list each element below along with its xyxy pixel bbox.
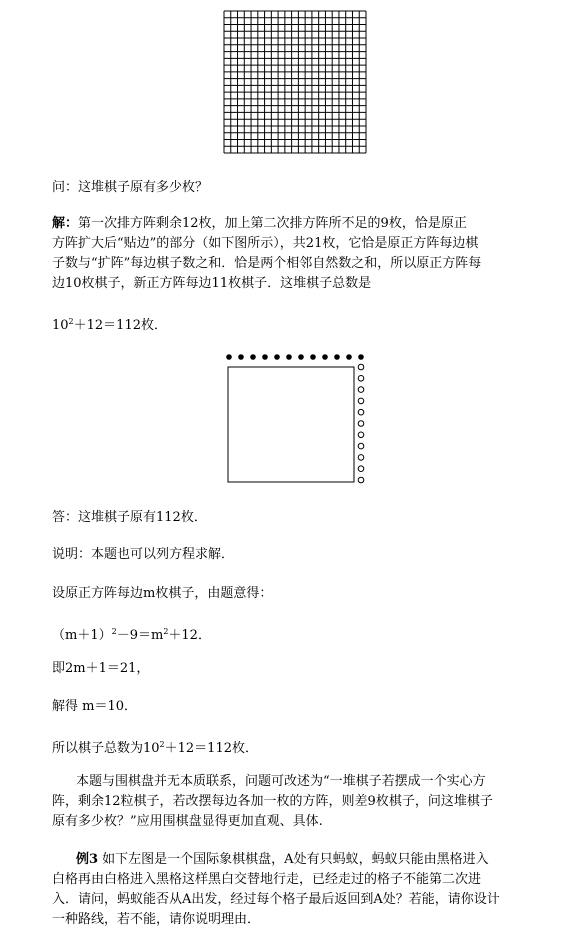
remark-line-2: 阵，剩余12粒棋子，若改摆每边各加一枚的方阵，则差9枚棋子，问这堆棋子	[52, 794, 493, 809]
hollow-dot	[358, 443, 364, 449]
remark-block	[52, 772, 493, 832]
filled-dot	[250, 354, 256, 360]
formula-total: $10^2+12=112$枚．	[52, 317, 167, 333]
solution-line-3: 子数与“扩阵”每边棋子数之和．恰是两个相邻自然数之和，所以原正方阵每	[52, 256, 482, 271]
equation-2: 即2m＋1＝21，	[52, 661, 150, 676]
filled-dot	[358, 354, 364, 360]
filled-dot	[226, 354, 232, 360]
hollow-dot	[358, 364, 364, 370]
remark-line-3: 原有多少枚？”应用围棋盘显得更加直观、具体.	[52, 814, 323, 829]
solution-line-2: 方阵扩大后“贴边”的部分（如下图所示），共21枚，它恰是原正方阵每边棋	[52, 236, 479, 251]
equation-3: 解得 m＝10．	[52, 699, 138, 714]
solution-block	[52, 214, 481, 294]
filled-dot	[346, 354, 352, 360]
grid-figure	[223, 10, 367, 154]
example3-line-3: 入．请问，蚂蚁能否从A出发，经过每个格子最后返回到A处？若能，请你设计	[52, 892, 500, 907]
example3-line-2: 白格再由白格进入黑格这样黑白交替地行走，已经走过的格子不能第二次进	[52, 872, 482, 887]
hollow-dot	[358, 455, 364, 461]
question-text: 问：这堆棋子原有多少枚？	[52, 180, 209, 195]
equation-1: $(m+1)^2-9=m^2+12$．	[52, 627, 211, 643]
example3-block	[52, 850, 500, 930]
hollow-dot	[358, 387, 364, 393]
remark-line-1: 本题与围棋盘并无本质联系，问题可改述为“一堆棋子若摆成一个实心方	[76, 774, 486, 789]
hollow-dot	[358, 421, 364, 427]
hollow-dot	[358, 477, 364, 483]
dot-square-figure	[220, 350, 370, 490]
note-text: 说明：本题也可以列方程求解．	[52, 547, 235, 562]
setup-text: 设原正方阵每边m枚棋子，由题意得：	[52, 586, 273, 601]
hollow-dot	[358, 466, 364, 472]
hollow-dot	[358, 398, 364, 404]
filled-dot	[274, 354, 280, 360]
example3-label: 例3	[76, 852, 99, 867]
example3-line-4: 一种路线，若不能，请你说明理由．	[52, 912, 261, 927]
equation-4: 所以棋子总数为$10^2+12=112$枚．	[52, 740, 258, 756]
answer-text: 答：这堆棋子原有112枚．	[52, 510, 207, 525]
filled-dot	[286, 354, 292, 360]
hollow-dot	[358, 376, 364, 382]
filled-dot	[322, 354, 328, 360]
hollow-dot	[358, 432, 364, 438]
square-outline	[228, 367, 354, 482]
filled-dot	[334, 354, 340, 360]
hollow-dot	[358, 409, 364, 415]
solution-line-1: 第一次排方阵剩余12枚，加上第二次排方阵所不足的9枚，恰是原正	[78, 216, 467, 231]
filled-dot	[262, 354, 268, 360]
filled-dot	[310, 354, 316, 360]
solution-line-4: 边10枚棋子，新正方阵每边11枚棋子．这堆棋子总数是	[52, 276, 372, 291]
filled-dot	[298, 354, 304, 360]
example3-line-1: 如下左图是一个国际象棋棋盘，A处有只蚂蚁，蚂蚁只能由黑格进入	[98, 852, 489, 867]
solution-label: 解：	[52, 216, 79, 231]
filled-dot	[238, 354, 244, 360]
